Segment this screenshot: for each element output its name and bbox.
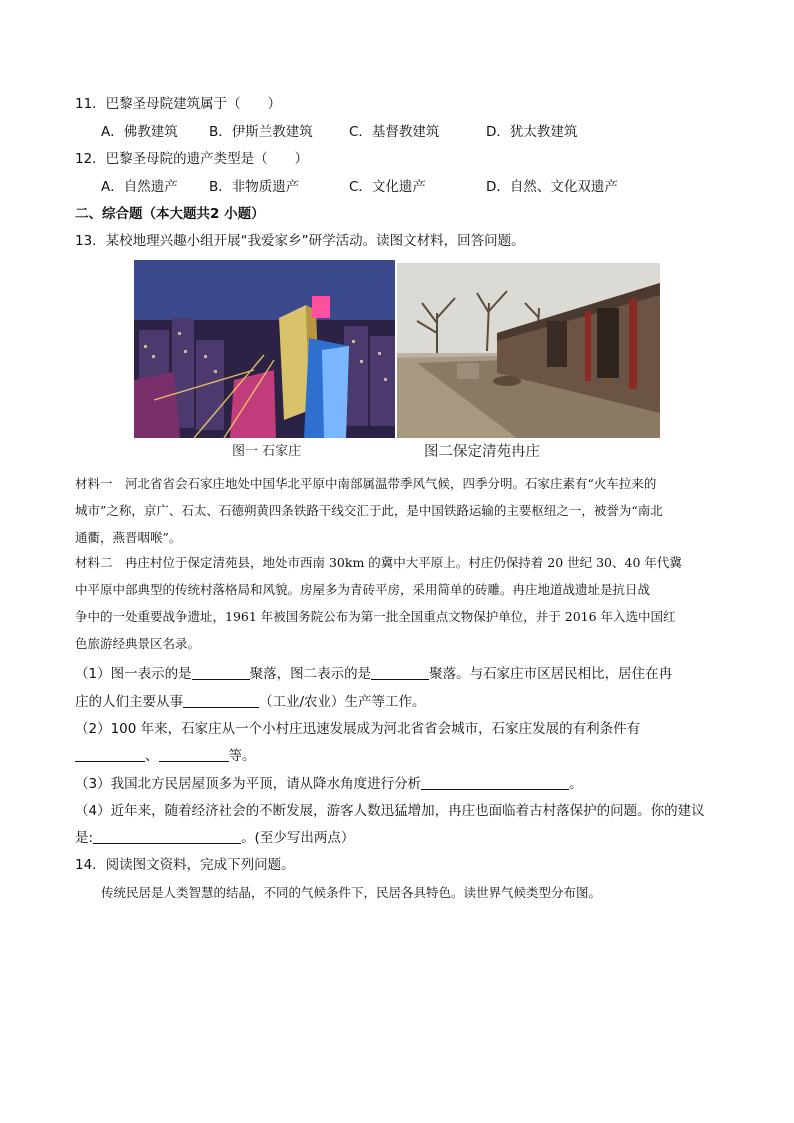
material-2-line-2: 中平原中部典型的传统村落格局和风貌。房屋多为青砖平房，采用简单的砖雕。冉庄地道战遗址是抗日战	[75, 582, 651, 597]
q13-sub4-line-2	[75, 828, 354, 848]
material-1-line-1: 材料一 河北省省会石家庄地处中国华北平原中南部属温带季风气候，四季分明。石家庄素有“火车拉来的	[75, 476, 657, 491]
q13-sub2-line-2	[75, 746, 256, 766]
answer-blank-4[interactable]	[75, 747, 145, 762]
q13-sub1-text-e: （工业/农业）生产等工作。	[259, 694, 426, 710]
material-2-line-3: 争中的一处重要战争遗址，1961 年被国务院公布为第一批全国重点文物保护单位，并于 2016 年入选中国红	[75, 609, 676, 624]
answer-blank-1[interactable]	[192, 665, 250, 680]
q13-sub2-text-b: 、	[145, 748, 159, 764]
material-1-line-3: 通衢，燕晋咽喉”。	[75, 530, 182, 545]
figure-1-caption: 图一 石家庄	[232, 444, 302, 459]
q11-option-a: A．佛教建筑	[101, 124, 178, 140]
q12-option-a: A．自然遗产	[101, 179, 178, 195]
q13-sub3-text-a: （3）我国北方民居屋顶多为平顶，请从降水角度进行分析	[75, 776, 422, 792]
q12-option-c: C．文化遗产	[349, 179, 426, 195]
q13-sub3-line	[75, 774, 583, 794]
q13-stem: 13．某校地理兴趣小组开展“我爱家乡”研学活动。读图文材料，回答问题。	[75, 233, 525, 249]
q11-option-d: D．犹太教建筑	[486, 124, 578, 140]
q11-option-b: B．伊斯兰教建筑	[209, 124, 313, 140]
answer-blank-5[interactable]	[159, 747, 229, 762]
material-1-line-2: 城市”之称，京广、石太、石德朔黄四条铁路干线交汇于此，是中国铁路运输的主要枢纽之一，被誉为“南北	[75, 503, 663, 518]
q12-stem: 12．巴黎圣母院的遗产类型是（ ）	[75, 151, 309, 167]
q11-option-c: C．基督教建筑	[349, 124, 440, 140]
q11-stem: 11．巴黎圣母院建筑属于（ ）	[75, 96, 282, 112]
q13-sub2-text-c: 等。	[228, 748, 256, 764]
q13-sub4-line-1: （4）近年来，随着经济社会的不断发展，游客人数迅猛增加，冉庄也面临着古村落保护的问题。你的建议	[75, 803, 705, 819]
q14-stem: 14．阅读图文资料，完成下列问题。	[75, 857, 295, 873]
answer-blank-2[interactable]	[371, 665, 429, 680]
q13-sub1-line-2	[75, 692, 426, 712]
q13-sub3-text-b: 。	[569, 776, 583, 792]
city-skyline-illustration	[134, 260, 395, 438]
figure-ranzhuang-photo	[397, 263, 660, 438]
answer-blank-3[interactable]	[183, 693, 259, 708]
q13-sub2-line-1: （2）100 年来，石家庄从一个小村庄迅速发展成为河北省省会城市，石家庄发展的有利条件有	[75, 721, 641, 737]
figure-shijiazhuang-photo	[134, 260, 395, 438]
village-street-illustration	[397, 263, 660, 438]
q12-option-b: B．非物质遗产	[209, 179, 300, 195]
q13-sub1-text-b: 聚落，图二表示的是	[249, 666, 372, 682]
q13-sub4-text-c: 。(至少写出两点）	[241, 830, 355, 846]
answer-blank-7[interactable]	[93, 829, 241, 844]
q13-sub1-text-c: 聚落。与石家庄市区居民相比，居住在冉	[429, 666, 673, 682]
q12-option-d: D．自然、文化双遗产	[486, 179, 618, 195]
figure-2-caption: 图二保定清苑冉庄	[424, 444, 540, 460]
q13-sub1-text-d: 庄的人们主要从事	[75, 694, 183, 710]
material-2-line-1: 材料二 冉庄村位于保定清苑县，地处市西南 30km 的冀中大平原上。村庄仍保持着 20 世纪 30、40 年代冀	[75, 555, 682, 570]
q14-intro: 传统民居是人类智慧的结晶，不同的气候条件下，民居各具特色。读世界气候类型分布图。	[101, 885, 602, 900]
material-2-line-4: 色旅游经典景区名录。	[75, 636, 201, 651]
q13-sub1-text-a: （1）图一表示的是	[75, 666, 192, 682]
section-heading: 二、综合题（本大题共2 小题）	[75, 206, 265, 222]
answer-blank-6[interactable]	[421, 775, 569, 790]
q13-sub4-text-b: 是:	[75, 830, 94, 846]
q13-sub1-line-1	[75, 664, 672, 684]
